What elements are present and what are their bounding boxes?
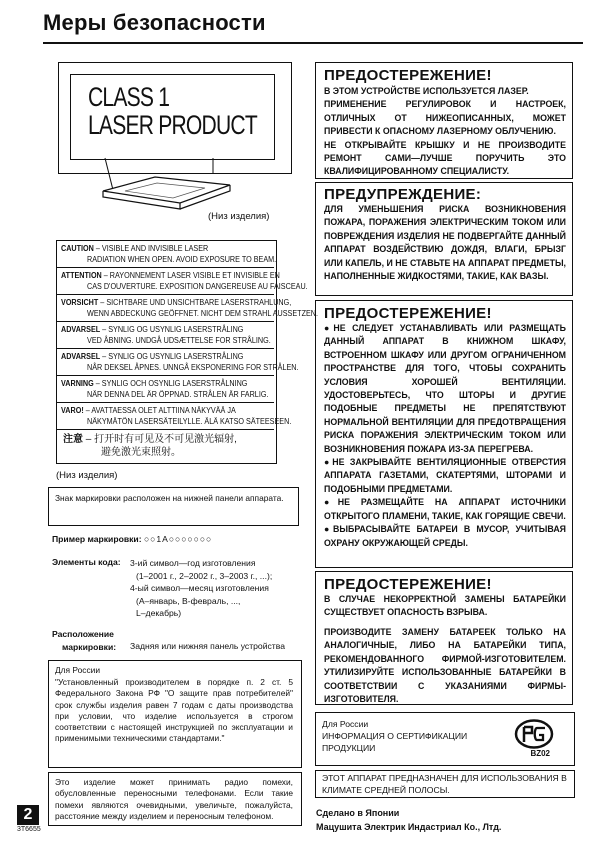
list-item: ●ВЫБРАСЫВАЙТЕ БАТАРЕИ В МУСОР, УЧИТЫВАЯ ОХРАНУ ОКРУЖАЮЩЕЙ СРЕДЫ. [324, 524, 566, 548]
climate-box [315, 770, 575, 798]
marking-example-value: ○○1A○○○○○○○ [143, 534, 213, 544]
phone-interference-box [48, 772, 302, 826]
warning-sv-line2: NÄR DENNA DEL ÄR ÖPPNAD. STRÅLEN ÄR FARLIG. [87, 389, 269, 399]
warning-de-line2: WENN ABDECKUNG GEÖFFNET. NICHT DEM STRAHL AUSSETZEN. [87, 308, 319, 318]
fire-warning-text: ДЛЯ УМЕНЬШЕНИЯ РИСКА ВОЗНИКНОВЕНИЯ ПОЖАРА, ПОРАЖЕНИЯ ЭЛЕКТРИЧЕСКИМ ТОКОМ ИЛИ ПОВРЕЖДЕНИЯ ИЗДЕЛИЯ НЕ ПОДВЕРГАЙТЕ ДАННЫЙ АППАРАТ ВОЗДЕЙСТВИЮ ДОЖДЯ, ВЛАГИ, БРЫЗГ ИЛИ КАПЕЛЬ, И НЕ СТАВЬТЕ НА АППАРАТ ПРЕДМЕТЫ, НАПОЛНЕННЫЕ ЖИДКОСТЯМИ, ТАКИЕ, КАК ВАЗЫ. [324, 204, 566, 282]
marking-example-label: Пример маркировки: [52, 534, 142, 544]
ventilation-caution-heading: ПРЕДОСТЕРЕЖЕНИЕ! [324, 305, 492, 322]
laser-caution-box [315, 62, 573, 179]
laser-label-line-2: LASER PRODUCT [88, 110, 257, 140]
warning-zh-line2: 避免激光束照射。 [101, 447, 181, 458]
code-elements: 3-ий символ—год изготовления (1–2001 г., 2–2002 г., 3–2003 г., ...); 4-ый символ—месяц изготовления (А–январь, В-февраль, ..., L–декабрь) [130, 558, 273, 618]
pct-certification-icon [514, 719, 554, 749]
laser-label-line-1: CLASS 1 [88, 82, 170, 112]
certification-box [315, 712, 575, 766]
warning-no: ADVARSEL – SYNLIG OG USYNLIG LASERSTRÅLING [61, 351, 244, 361]
title-rule [43, 42, 583, 44]
fire-warning-box [315, 182, 573, 296]
manufacturer-info [316, 806, 501, 834]
warning-sv: VARNING – SYNLIG OCH OSYNLIG LASERSTRÅLNING [61, 378, 248, 388]
battery-caution-p1: В СЛУЧАЕ НЕКОРРЕКТНОЙ ЗАМЕНЫ БАТАРЕЙКИ СУЩЕСТВУЕТ ОПАСНОСТЬ ВЗРЫВА. [324, 594, 566, 618]
warning-no-line2: NÅR DEKSEL ÅPNES. UNNGÅ EKSPONERING FOR STRÅLEN. [87, 362, 299, 372]
page-number: 2 [17, 805, 39, 825]
ventilation-caution-list [324, 322, 566, 550]
warning-da-line2: VED ÅBNING. UNDGÅ UDSÆTTELSE FOR STRÅLING. [87, 335, 271, 345]
marking-location-label: Расположение маркировки: [52, 629, 117, 652]
certification-code: BZ02 [530, 749, 550, 758]
marking-note: Знак маркировки расположен на нижней панели аппарата. [55, 493, 284, 503]
warning-fr-line2: CAS D'OUVERTURE. EXPOSITION DANGEREUSE AU FAISCEAU. [87, 281, 308, 291]
device-drawing-icon [95, 155, 235, 215]
laser-warnings-box [56, 240, 319, 464]
device-caption: (Низ изделия) [208, 211, 270, 222]
service-life-heading: Для России [55, 665, 101, 675]
warning-fr: ATTENTION – RAYONNEMENT LASER VISIBLE ET INVISIBLE EN [61, 270, 280, 280]
page-code: 3T6655 [17, 826, 41, 833]
manufacturer-name: Мацушита Электрик Индастриал Ко., Лтд. [316, 822, 502, 832]
page-title: Меры безопасности [43, 10, 266, 35]
laser-caution-heading: ПРЕДОСТЕРЕЖЕНИЕ! [324, 67, 492, 84]
phone-interference-text: Это изделие может принимать радио помехи, обусловленные переносными телефонами. Если такие помехи являются очевидными, увеличьте, пожалуйста, расстояние между изделием и переносным телефоном. [55, 777, 293, 821]
list-item: ●НЕ ЗАКРЫВАЙТЕ ВЕНТИЛЯЦИОННЫЕ ОТВЕРСТИЯ АППАРАТА ГАЗЕТАМИ, СКАТЕРТЯМИ, ШТОРАМИ И ПОДОБНЫМИ ПРЕДМЕТАМИ. [324, 457, 566, 494]
marking-location-value: Задняя или нижняя панель устройства [130, 641, 285, 651]
warning-fi: VARO! – AVATTAESSA OLET ALTTIINA NÄKYVÄÄ JA [61, 405, 236, 415]
code-elements-label: Элементы кода: [52, 557, 121, 567]
warning-zh: 注意 – 打开时有可见及不可见激光辐射, [63, 434, 237, 445]
certification-text: Для России ИНФОРМАЦИЯ О СЕРТИФИКАЦИИ ПРОДУКЦИИ [322, 719, 468, 753]
battery-caution-p2: ПРОИЗВОДИТЕ ЗАМЕНУ БАТАРЕЕК ТОЛЬКО НА АНАЛОГИЧНЫЕ, ЛИБО НА БАТАРЕЙКИ ТИПА, РЕКОМЕНДОВАННОГО ФИРМОЙ-ИЗГОТОВИТЕЛЕМ. УТИЛИЗИРУЙТЕ ИСПОЛЬЗОВАННЫЕ БАТАРЕЙКИ В СООТВЕТСТВИИ С УКАЗАНИЯМИ ФИРМЫ-ИЗГОТОВИТЕЛЯ. [324, 627, 566, 705]
warning-en-line2: RADIATION WHEN OPEN. AVOID EXPOSURE TO BEAM. [87, 254, 277, 264]
ventilation-caution-box [315, 300, 573, 568]
service-life-box [48, 660, 302, 768]
laser-caution-text: В ЭТОМ УСТРОЙСТВЕ ИСПОЛЬЗУЕТСЯ ЛАЗЕР. ПРИМЕНЕНИЕ РЕГУЛИРОВОК И НАСТРОЕК, ОТЛИЧНЫХ ОТ НИЖЕОПИСАННЫХ, МОЖЕТ ПРИВЕСТИ К ОПАСНОМУ ЛАЗЕРНОМУ ОБЛУЧЕНИЮ. НЕ ОТКРЫВАЙТЕ КРЫШКУ И НЕ ПРОИЗВОДИТЕ РЕМОНТ САМИ—ЛУЧШЕ ПОРУЧИТЬ ЭТО КВАЛИФИЦИРОВАННОМУ СПЕЦИАЛИСТУ. [324, 86, 566, 177]
made-in: Сделано в Японии [316, 808, 400, 818]
climate-text: ЭТОТ АППАРАТ ПРЕДНАЗНАЧЕН ДЛЯ ИСПОЛЬЗОВАНИЯ В КЛИМАТЕ СРЕДНЕЙ ПОЛОСЫ. [322, 773, 567, 795]
warnings-caption: (Низ изделия) [56, 470, 118, 481]
marking-note-box [48, 487, 299, 526]
warning-de: VORSICHT – SICHTBARE UND UNSICHTBARE LASERSTRAHLUNG, [61, 297, 292, 307]
fire-warning-heading: ПРЕДУПРЕЖДЕНИЕ: [324, 186, 482, 203]
warning-en: CAUTION – VISIBLE AND INVISIBLE LASER [61, 243, 209, 253]
list-item: ●НЕ СЛЕДУЕТ УСТАНАВЛИВАТЬ ИЛИ РАЗМЕЩАТЬ ДАННЫЙ АППАРАТ В КНИЖНОМ ШКАФУ, ВСТРОЕННОМ ШКАФУ ИЛИ ДРУГОМ ОГРАНИЧЕННОМ ПРОСТРАНСТВЕ ДЛЯ ТОГО, ЧТОБЫ СОХРАНИТЬ УСЛОВИЯ ХОРОШЕЙ ВЕНТИЛЯЦИИ. УДОСТОВЕРЬТЕСЬ, ЧТО ШТОРЫ И ДРУГИЕ ПОДОБНЫЕ ПРЕДМЕТЫ НЕ ПРЕПЯТСТВУЮТ НОРМАЛЬНОЙ ВЕНТИЛЯЦИИ ДЛЯ ПРЕДОТВРАЩЕНИЯ РИСКА ПОРАЖЕНИЯ ЭЛЕКТРИЧЕСКИМ ТОКОМ ИЛИ ВОЗНИКНОВЕНИЯ ПОЖАРА ИЗ-ЗА ПЕРЕГРЕВА. [324, 323, 566, 454]
service-life-text: "Установленный производителем в порядке п. 2 ст. 5 Федерального Закона РФ "О защите прав потребителей" срок службы изделия равен 7 годам с даты производства при условии, что изделие используется в строгом соответствии с настоящей инструкцией по эксплуатации и применимыми техническими стандартами." [55, 677, 293, 744]
battery-caution-box [315, 571, 573, 705]
battery-caution-heading: ПРЕДОСТЕРЕЖЕНИЕ! [324, 576, 492, 593]
marking-example [52, 534, 212, 544]
list-item: ●НЕ РАЗМЕЩАЙТЕ НА АППАРАТ ИСТОЧНИКИ ОТКРЫТОГО ПЛАМЕНИ, ТАКИЕ, КАК ГОРЯЩИЕ СВЕЧИ. [324, 497, 566, 521]
warning-da: ADVARSEL – SYNLIG OG USYNLIG LASERSTRÅLING [61, 324, 244, 334]
warning-fi-line2: NÄKYMÄTÖN LASERSÄTEILYLLE. ÄLÄ KATSO SÄTEESEEN. [87, 416, 292, 426]
